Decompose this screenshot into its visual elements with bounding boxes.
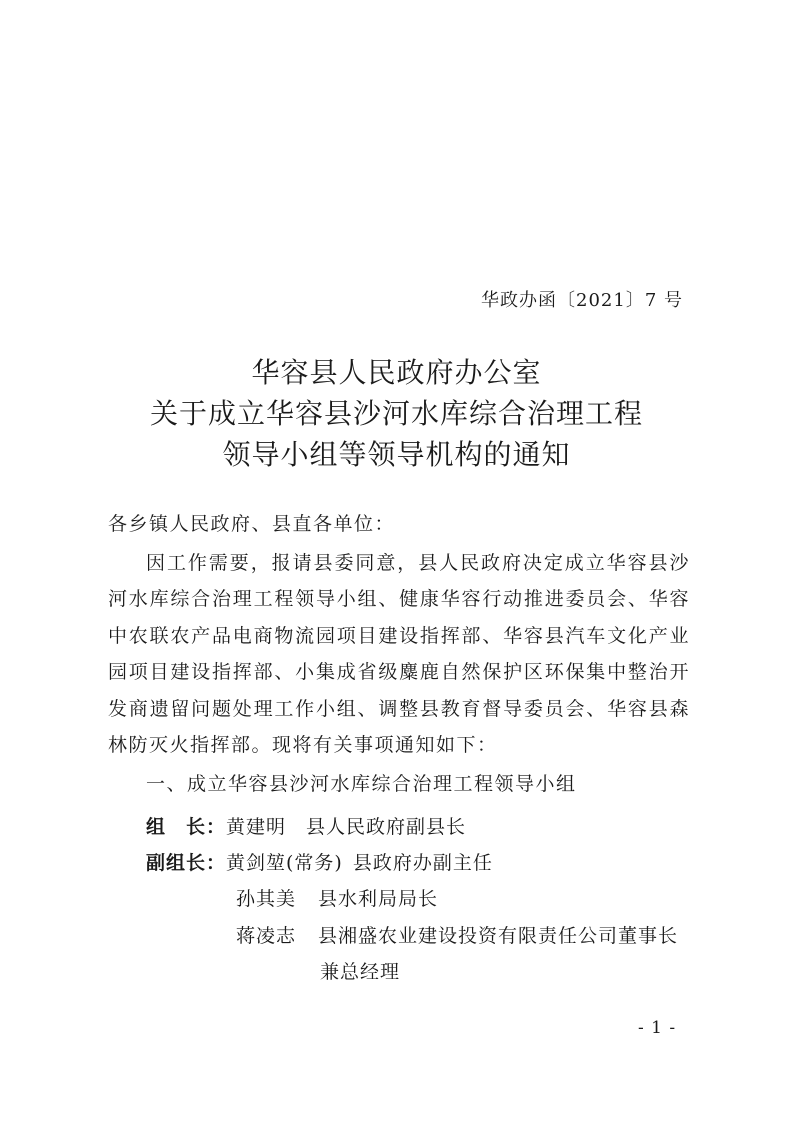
deputy-row-1 bbox=[146, 848, 493, 875]
deputy-title: 县湘盛农业建设投资有限责任公司董事长 bbox=[318, 925, 679, 947]
deputy-name: 孙其美 bbox=[236, 888, 297, 910]
leader-title: 县人民政府副县长 bbox=[306, 816, 467, 838]
section-heading: 一、成立华容县沙河水库综合治理工程领导小组 bbox=[146, 773, 577, 795]
leader-row bbox=[146, 812, 466, 839]
title-line-3: 领导小组等领导机构的通知 bbox=[222, 438, 571, 471]
document-title bbox=[0, 352, 793, 475]
leader-name: 黄建明 bbox=[226, 816, 287, 838]
deputy-name: 黄剑堃(常务) bbox=[226, 852, 343, 874]
deputy-row-3-cont bbox=[320, 957, 400, 984]
deputy-role: 副组长： bbox=[146, 852, 227, 874]
deputy-title: 县政府办副主任 bbox=[352, 852, 493, 874]
deputy-name: 蒋凌志 bbox=[236, 925, 297, 947]
main-paragraph: 因工作需要，报请县委同意，县人民政府决定成立华容县沙河水库综合治理工程领导小组、健康华容行动推进委员会、华容中农联农产品电商物流园项目建设指挥部、华容县汽车文化产业园项目建设指挥部、小集成省级麋鹿自然保护区环保集中整治开发商遗留问题处理工作小组、调整县教育督导委员会、华容县森林防灭火指挥部。现将有关事项通知如下： bbox=[108, 552, 690, 757]
deputy-row-3 bbox=[236, 921, 678, 948]
title-line-2: 关于成立华容县沙河水库综合治理工程 bbox=[149, 397, 643, 430]
document-number: 华政办函〔2021〕7 号 bbox=[481, 290, 683, 311]
title-line-1: 华容县人民政府办公室 bbox=[251, 356, 542, 389]
salutation: 各乡镇人民政府、县直各单位： bbox=[108, 513, 396, 535]
deputy-title: 县水利局局长 bbox=[318, 888, 439, 910]
page-number: - 1 - bbox=[638, 1018, 677, 1038]
leader-role: 组 长： bbox=[146, 816, 227, 838]
deputy-row-2 bbox=[236, 884, 438, 911]
deputy-title-continued: 兼总经理 bbox=[320, 961, 401, 983]
